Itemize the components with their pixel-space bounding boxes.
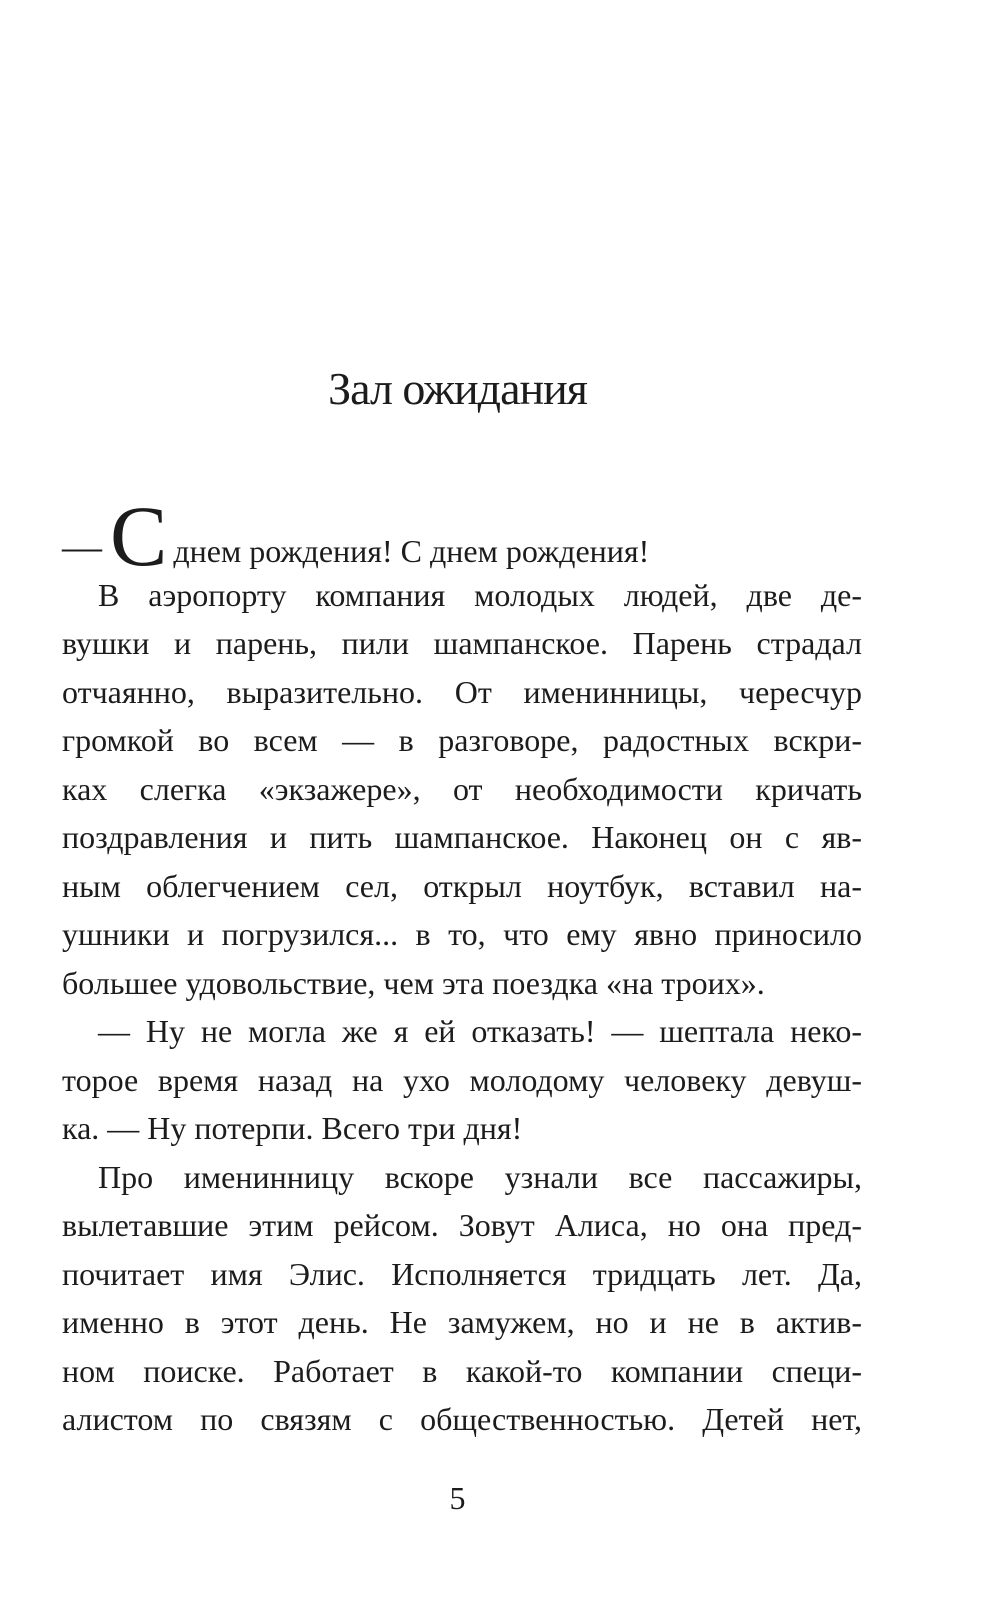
text-line: отчаянно, выразительно. От именинницы, чересчур — [62, 673, 862, 710]
text-line: ушники и погрузился... в то, что ему явно приносило — [62, 916, 862, 952]
text-lines — [62, 571, 862, 1444]
opening-line — [62, 487, 862, 584]
opening-dash: — — [62, 523, 102, 569]
text-line: вылетавшие этим рейсом. Зовут Алиса, но она пред- — [62, 1207, 862, 1243]
text-line: вушки и парень, пили шампанское. Парень страдал — [62, 625, 862, 661]
opening-text: днем рождения! С днем рождения! — [173, 532, 650, 569]
text-line: ным облегчением сел, открыл ноутбук, вставил на- — [62, 867, 862, 904]
drop-cap: С — [110, 487, 168, 584]
text-line: ном поиске. Работает в какой-то компании специ- — [62, 1352, 862, 1389]
text-line: — Ну не могла же я ей отказать! — шептала неко- — [98, 1013, 862, 1049]
text-line: ках слегка «экзажере», от необходимости кричать — [62, 770, 862, 807]
chapter-title: Зал ожидания — [328, 363, 587, 414]
page-body — [62, 487, 862, 1444]
text-line: В аэропорту компания молодых людей, две де- — [98, 576, 862, 613]
text-line: именно в этот день. Не замужем, но и не в актив- — [62, 1304, 862, 1340]
text-line: поздравления и пить шампанское. Наконец он с яв- — [62, 819, 862, 855]
text-line: торое время назад на ухо молодому человеку девуш- — [62, 1061, 862, 1098]
text-line: Про именинницу вскоре узнали все пассажиры, — [98, 1158, 862, 1195]
text-line: большее удовольствие, чем эта поездка «на троих». — [62, 964, 765, 1001]
text-line: ка. — Ну потерпи. Всего три дня! — [62, 1110, 523, 1146]
page-number: 5 — [449, 1480, 466, 1516]
text-line: алистом по связям с общественностью. Детей нет, — [62, 1401, 862, 1437]
text-line: почитает имя Элис. Исполняется тридцать лет. Да, — [62, 1255, 862, 1292]
text-line: громкой во всем — в разговоре, радостных вскри- — [62, 722, 862, 758]
